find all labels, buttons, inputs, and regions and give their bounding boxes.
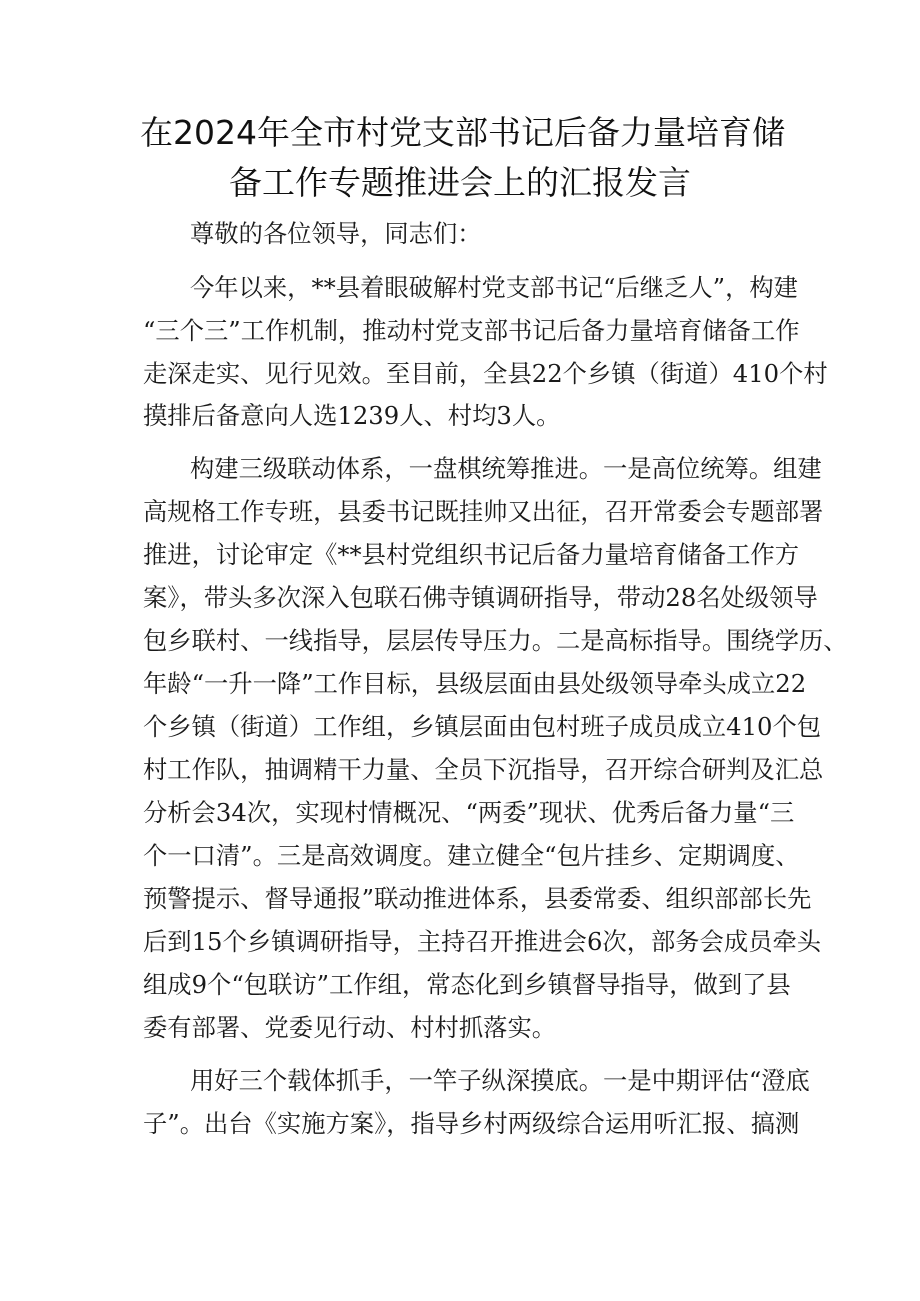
paragraph-2-line-1: 构建三级联动体系，一盘棋统筹推进。一是高位统筹。组建	[190, 454, 822, 483]
paragraph-2-line-9: 分析会34次，实现村情概况、“两委”现状、优秀后备力量“三	[143, 798, 795, 827]
paragraph-3-line-1: 用好三个载体抓手，一竿子纵深摸底。一是中期评估“澄底	[190, 1066, 810, 1095]
paragraph-2-line-12: 后到15个乡镇调研指导，主持召开推进会6次，部务会成员牵头	[143, 927, 822, 956]
document-title-line-1: 在2024年全市村党支部书记后备力量培育储	[140, 113, 785, 152]
paragraph-2-line-4: 案》，带头多次深入包联石佛寺镇调研指导，带动28名处级领导	[143, 583, 818, 612]
paragraph-2-line-8: 村工作队，抽调精干力量、全员下沉指导，召开综合研判及汇总	[143, 755, 824, 784]
paragraph-2-line-2: 高规格工作专班，县委书记既挂帅又出征，召开常委会专题部署	[143, 497, 824, 526]
paragraph-2-line-10: 个一口清”。三是高效调度。建立健全“包片挂乡、定期调度、	[143, 841, 800, 870]
salutation: 尊敬的各位领导，同志们：	[190, 219, 482, 248]
paragraph-2-line-7: 个乡镇（街道）工作组，乡镇层面由包村班子成员成立410个包	[143, 712, 822, 741]
paragraph-2-line-5: 包乡联村、一线指导，层层传导压力。二是高标指导。围绕学历、	[143, 626, 848, 655]
document-title-line-2: 备工作专题推进会上的汇报发言	[229, 163, 691, 202]
paragraph-3-line-2: 子”。出台《实施方案》，指导乡村两级综合运用听汇报、搞测	[143, 1109, 800, 1138]
paragraph-2-line-11: 预警提示、督导通报”联动推进体系，县委常委、组织部部长先	[143, 884, 812, 913]
paragraph-1-line-1: 今年以来，**县着眼破解村党支部书记“后继乏人”，构建	[190, 273, 798, 302]
paragraph-2-line-3: 推进，讨论审定《**县村党组织书记后备力量培育储备工作方	[143, 540, 800, 569]
paragraph-1-line-2: “三个三”工作机制，推动村党支部书记后备力量培育储备工作	[143, 316, 800, 345]
paragraph-1-line-4: 摸排后备意向人选1239人、村均3人。	[143, 401, 561, 430]
paragraph-2-line-13: 组成9个“包联访”工作组，常态化到乡镇督导指导，做到了县	[143, 970, 791, 999]
paragraph-2-line-14: 委有部署、党委见行动、村村抓落实。	[143, 1013, 557, 1042]
paragraph-2-line-6: 年龄“一升一降”工作目标，县级层面由县处级领导牵头成立22	[143, 669, 807, 698]
paragraph-1-line-3: 走深走实、见行见效。至目前，全县22个乡镇（街道）410个村	[143, 359, 828, 388]
